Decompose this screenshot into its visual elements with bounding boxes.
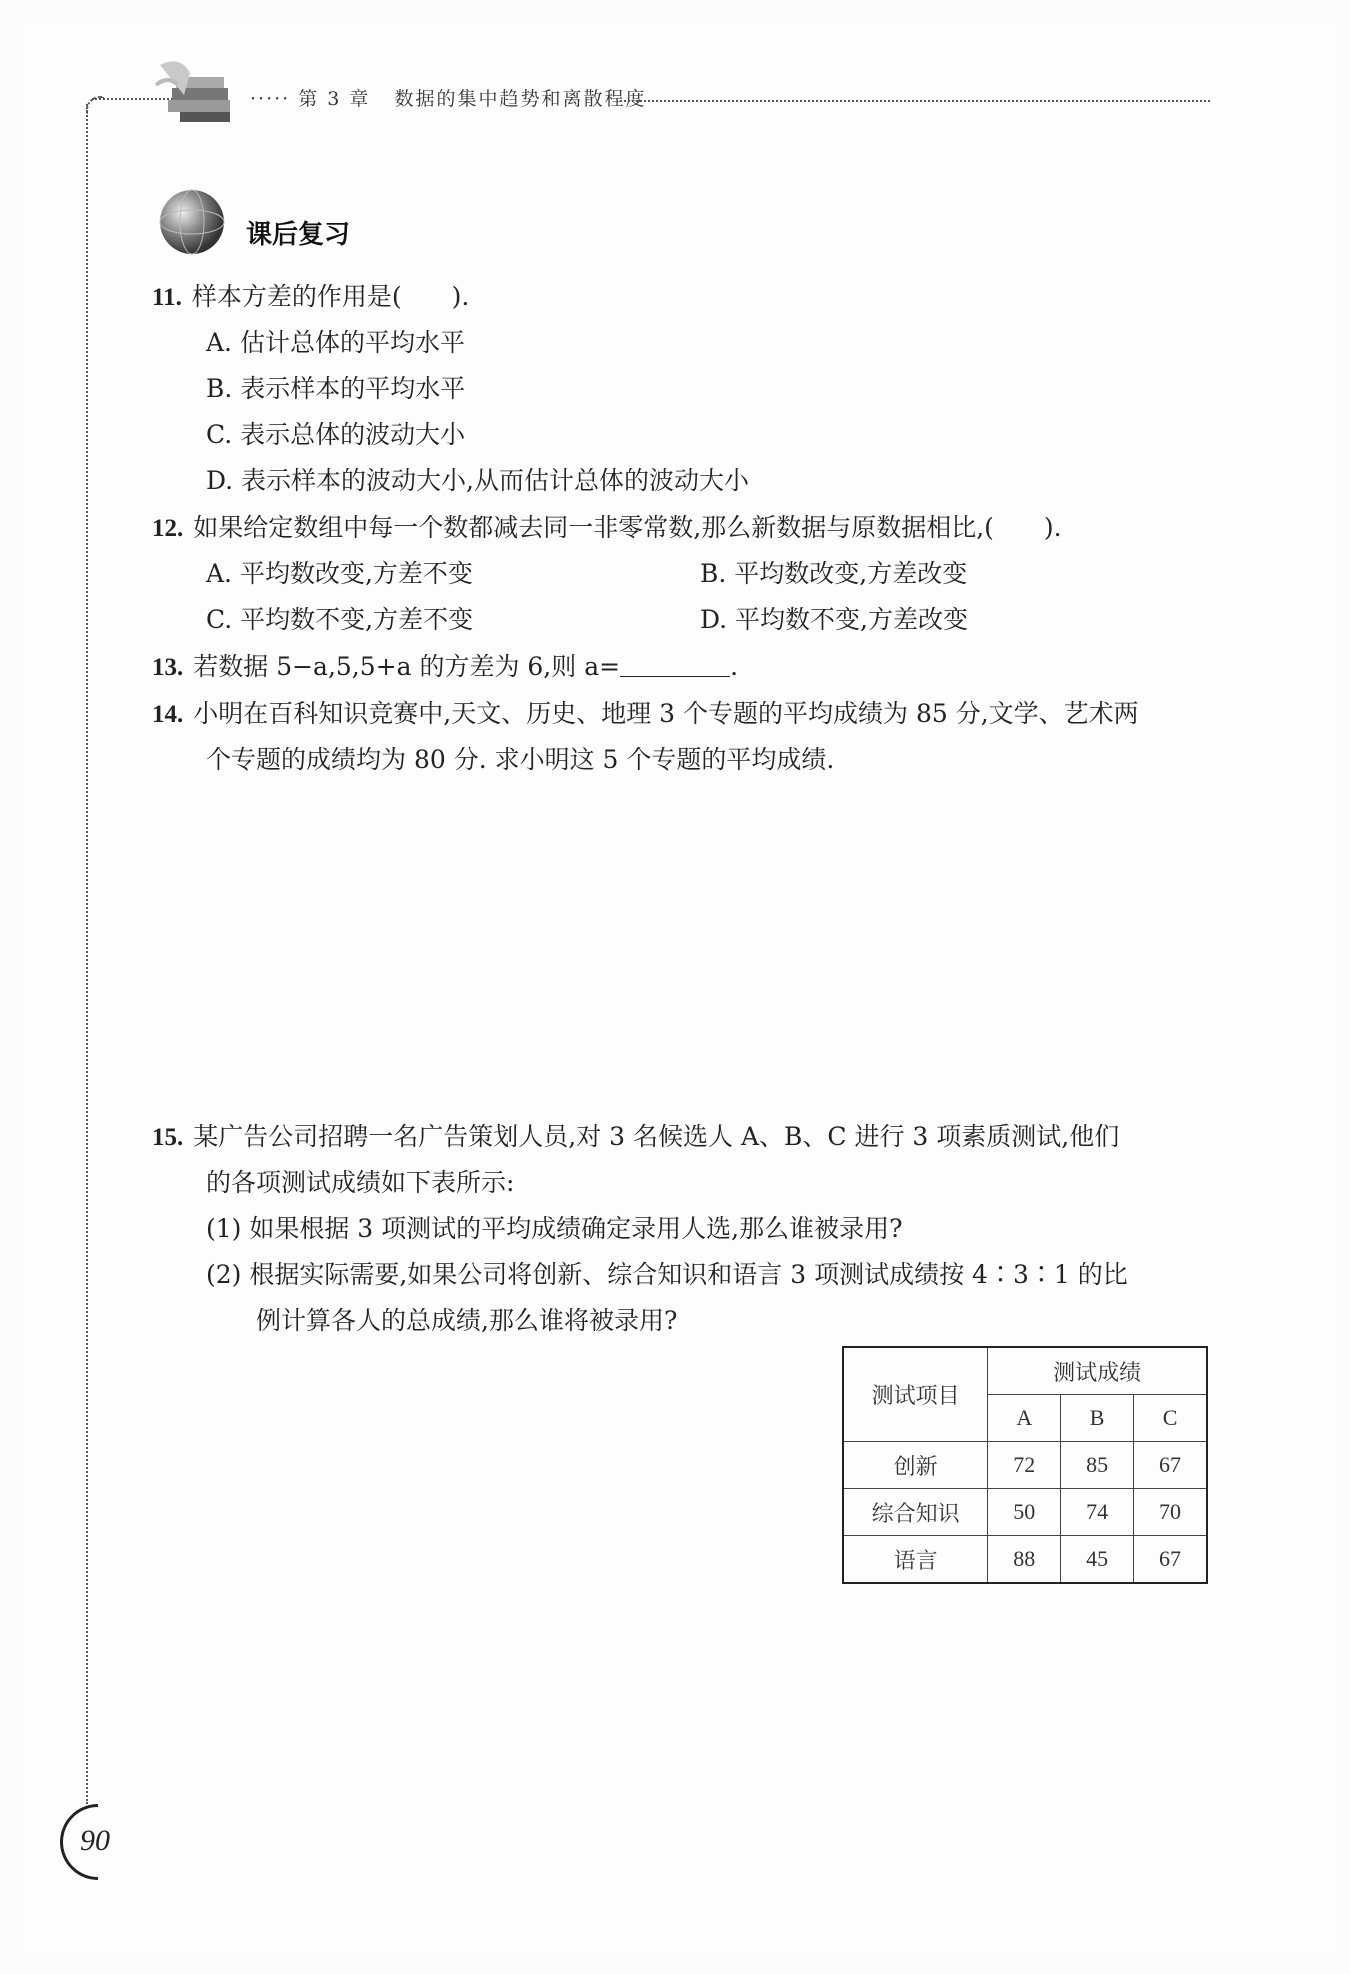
score-cell: 45	[1061, 1536, 1134, 1584]
sub-question-2-cont: 例计算各人的总成绩,那么谁将被录用?	[256, 1306, 678, 1335]
table-row	[843, 1489, 1207, 1536]
header-dotted-rule-right	[620, 100, 1210, 102]
score-cell: 67	[1134, 1442, 1207, 1489]
question-14	[152, 699, 1139, 730]
row-item: 语言	[843, 1536, 988, 1584]
question-12	[152, 513, 1062, 544]
question-15	[152, 1122, 1119, 1153]
score-cell: 70	[1134, 1489, 1207, 1536]
score-table	[842, 1346, 1208, 1584]
sphere-icon	[158, 188, 226, 256]
question-number: 13.	[152, 654, 184, 681]
option-b: B. 平均数改变,方差改变	[700, 559, 968, 588]
question-stem: 若数据 5−a,5,5+a 的方差为 6,则 a=	[193, 652, 621, 681]
books-icon	[150, 55, 250, 135]
chapter-header	[250, 84, 647, 111]
candidate-c: C	[1134, 1395, 1207, 1442]
question-text-line-2: 的各项测试成绩如下表所示:	[206, 1168, 515, 1197]
question-text-line-1: 小明在百科知识竞赛中,天文、历史、地理 3 个专题的平均成绩为 85 分,文学、艺术两	[193, 699, 1139, 728]
score-cell: 72	[988, 1442, 1061, 1489]
header-item: 测试项目	[843, 1347, 988, 1442]
option-c: C. 表示总体的波动大小	[206, 420, 466, 449]
option-d: D. 平均数不变,方差改变	[700, 605, 968, 634]
option-c: C. 平均数不变,方差不变	[206, 605, 474, 634]
question-number: 12.	[152, 515, 184, 542]
question-13	[152, 652, 738, 683]
section-title: 课后复习	[246, 220, 351, 250]
score-cell: 50	[988, 1489, 1061, 1536]
margin-dotted-rule	[86, 104, 88, 1804]
question-stem-end: ).	[1043, 513, 1062, 542]
table-row	[843, 1536, 1207, 1584]
row-item: 综合知识	[843, 1489, 988, 1536]
question-number: 14.	[152, 701, 184, 728]
score-cell: 74	[1061, 1489, 1134, 1536]
sub-question-1: (1) 如果根据 3 项测试的平均成绩确定录用人选,那么谁被录用?	[206, 1214, 903, 1243]
question-number: 11.	[152, 284, 182, 311]
sub-question-2: (2) 根据实际需要,如果公司将创新、综合知识和语言 3 项测试成绩按 4∶3∶1 的比	[206, 1260, 1128, 1289]
header-score: 测试成绩	[988, 1347, 1207, 1395]
option-b: B. 表示样本的平均水平	[206, 374, 466, 403]
option-a: A. 平均数改变,方差不变	[206, 559, 473, 588]
question-stem: 样本方差的作用是(	[191, 282, 402, 311]
page-number: 90	[80, 1824, 110, 1857]
candidate-a: A	[988, 1395, 1061, 1442]
question-text-line-1: 某广告公司招聘一名广告策划人员,对 3 名候选人 A、B、C 进行 3 项素质测试,他们	[193, 1122, 1120, 1151]
candidate-b: B	[1061, 1395, 1134, 1442]
chapter-number: 第 3 章	[298, 88, 371, 110]
question-number: 15.	[152, 1124, 184, 1151]
row-item: 创新	[843, 1442, 988, 1489]
question-stem: 如果给定数组中每一个数都减去同一非零常数,那么新数据与原数据相比,(	[193, 513, 994, 542]
score-cell: 88	[988, 1536, 1061, 1584]
question-stem-end: .	[730, 652, 739, 681]
score-cell: 85	[1061, 1442, 1134, 1489]
option-d: D. 表示样本的波动大小,从而估计总体的波动大小	[206, 466, 749, 495]
answer-blank[interactable]	[620, 652, 730, 677]
question-stem-end: ).	[451, 282, 470, 311]
table-row	[843, 1442, 1207, 1489]
question-text-line-2: 个专题的成绩均为 80 分. 求小明这 5 个专题的平均成绩.	[206, 745, 835, 774]
question-11	[152, 282, 469, 313]
chapter-title: 数据的集中趋势和离散程度	[394, 88, 647, 110]
header-dots: ·····	[250, 88, 291, 110]
score-cell: 67	[1134, 1536, 1207, 1584]
option-a: A. 估计总体的平均水平	[206, 328, 465, 357]
